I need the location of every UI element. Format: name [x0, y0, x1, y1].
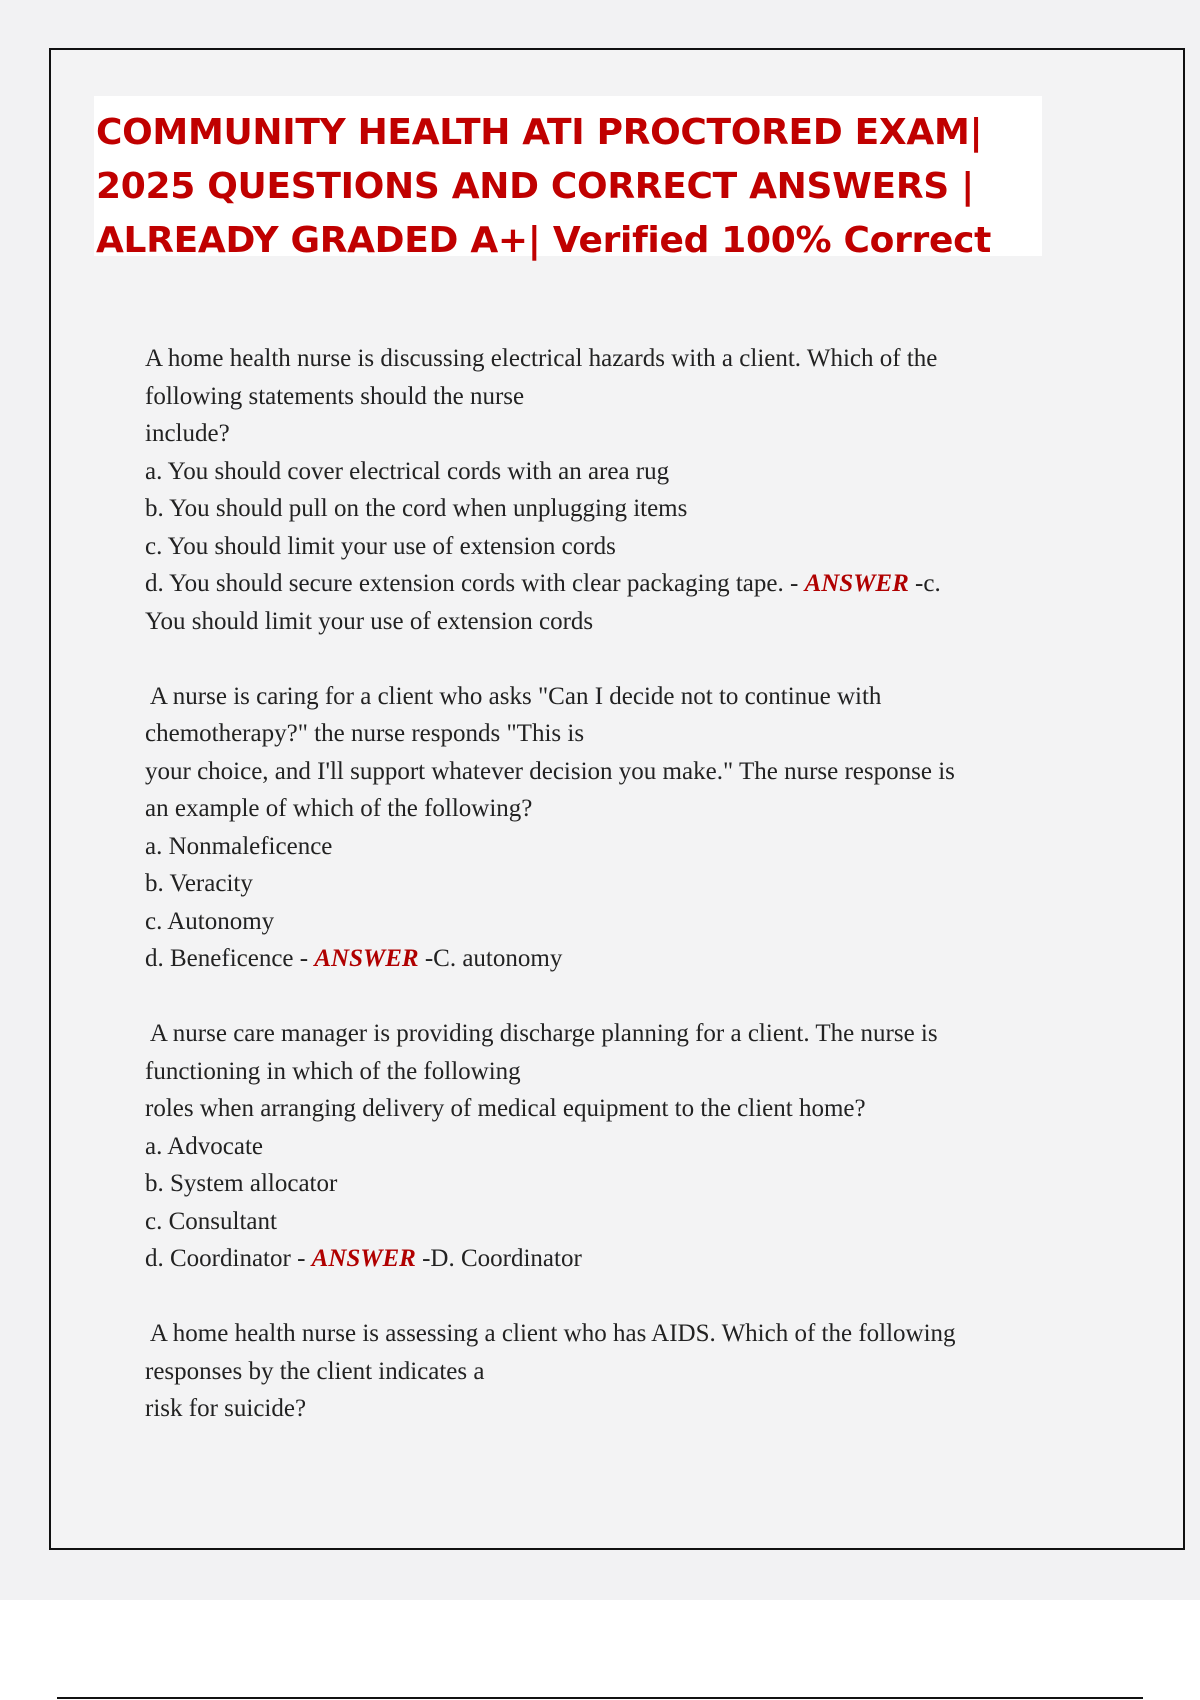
- answer-label: ANSWER: [314, 945, 419, 972]
- option-d-with-answer: [145, 1240, 1085, 1278]
- question-stem-line: roles when arranging delivery of medical equipment to the client home?: [145, 1095, 866, 1122]
- title-line-2: 2025 QUESTIONS AND CORRECT ANSWERS |: [96, 166, 974, 207]
- option-b: b. Veracity: [145, 870, 253, 897]
- option-d-with-answer: [145, 565, 1085, 603]
- question-stem-line: include?: [145, 420, 230, 447]
- option-c: c. Consultant: [145, 1207, 277, 1235]
- document-title: [94, 96, 1042, 261]
- question-stem-line: A nurse is caring for a client who asks "Can I decide not to continue with: [145, 682, 882, 710]
- option-d: d. Coordinator -: [145, 1245, 312, 1272]
- question-4: [145, 1315, 1085, 1428]
- answer-text: -c.: [908, 570, 941, 597]
- answer-continuation: You should limit your use of extension cords: [145, 607, 594, 635]
- question-stem-line: A nurse care manager is providing discharge planning for a client. The nurse is: [145, 1020, 938, 1047]
- answer-text: -D. Coordinator: [415, 1245, 582, 1272]
- question-stem-line: A home health nurse is assessing a client who has AIDS. Which of the following: [145, 1320, 956, 1347]
- option-b: b. You should pull on the cord when unplugging items: [145, 495, 688, 522]
- title-line-3: ALREADY GRADED A+| Verified 100% Correct: [96, 220, 992, 261]
- question-stem-line: A home health nurse is discussing electrical hazards with a client. Which of the: [145, 345, 938, 372]
- option-b: b. System allocator: [145, 1170, 338, 1197]
- answer-label: ANSWER: [311, 1245, 416, 1272]
- question-3: [145, 1015, 1085, 1278]
- question-stem-line: risk for suicide?: [145, 1395, 307, 1422]
- option-a: a. You should cover electrical cords with an area rug: [145, 457, 670, 485]
- option-c: c. Autonomy: [145, 907, 275, 935]
- question-stem-line: functioning in which of the following: [145, 1057, 521, 1085]
- question-stem-line: chemotherapy?" the nurse responds "This is: [145, 720, 585, 747]
- answer-label: ANSWER: [804, 570, 909, 597]
- option-d: d. Beneficence -: [145, 945, 315, 972]
- option-a: a. Nonmaleficence: [145, 832, 333, 860]
- question-1: [145, 340, 1085, 640]
- option-d-with-answer: [145, 940, 1085, 978]
- option-d: d. You should secure extension cords with clear packaging tape. -: [145, 570, 805, 597]
- question-2: [145, 678, 1085, 978]
- title-line-1: COMMUNITY HEALTH ATI PROCTORED EXAM|: [96, 112, 983, 153]
- question-stem-line: responses by the client indicates a: [145, 1357, 485, 1385]
- question-list: [145, 340, 1085, 1465]
- option-c: c. You should limit your use of extension cords: [145, 532, 616, 560]
- question-stem-line: your choice, and I'll support whatever decision you make." The nurse response is: [145, 757, 955, 785]
- option-a: a. Advocate: [145, 1132, 264, 1160]
- question-stem-line: following statements should the nurse: [145, 382, 525, 410]
- answer-text: -C. autonomy: [418, 945, 563, 972]
- question-stem-line: an example of which of the following?: [145, 795, 533, 822]
- footer-rule: [57, 1697, 1143, 1699]
